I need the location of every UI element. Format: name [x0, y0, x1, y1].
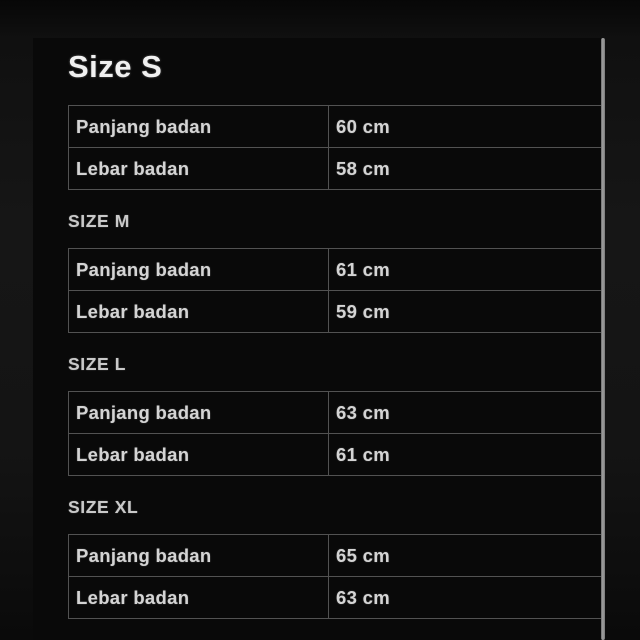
measurement-value: 60 cm — [329, 106, 603, 148]
measurement-label: Panjang badan — [69, 106, 329, 148]
page-title: Size S — [68, 49, 163, 84]
measurement-label: Lebar badan — [69, 577, 329, 619]
size-table-l — [68, 391, 603, 476]
table-row — [69, 106, 603, 148]
measurement-value: 63 cm — [329, 392, 603, 434]
measurement-label: Lebar badan — [69, 291, 329, 333]
measurement-label: Panjang badan — [69, 249, 329, 291]
table-row — [69, 249, 603, 291]
table-row — [69, 535, 603, 577]
size-chart-panel — [33, 38, 602, 640]
measurement-label: Lebar badan — [69, 434, 329, 476]
size-table-xl — [68, 534, 603, 619]
measurement-value: 61 cm — [329, 434, 603, 476]
measurement-label: Panjang badan — [69, 535, 329, 577]
scrollbar-thumb[interactable] — [601, 38, 605, 640]
size-table-m — [68, 248, 603, 333]
measurement-value: 61 cm — [329, 249, 603, 291]
section-heading-size-xl: SIZE XL — [68, 497, 139, 517]
measurement-label: Panjang badan — [69, 392, 329, 434]
section-heading-size-l: SIZE L — [68, 354, 127, 374]
size-table-s — [68, 105, 603, 190]
measurement-value: 59 cm — [329, 291, 603, 333]
table-row — [69, 148, 603, 190]
table-row — [69, 291, 603, 333]
measurement-value: 65 cm — [329, 535, 603, 577]
measurement-label: Lebar badan — [69, 148, 329, 190]
table-row — [69, 434, 603, 476]
measurement-value: 58 cm — [329, 148, 603, 190]
section-heading-size-m: SIZE M — [68, 211, 130, 231]
measurement-value: 63 cm — [329, 577, 603, 619]
table-row — [69, 577, 603, 619]
table-row — [69, 392, 603, 434]
